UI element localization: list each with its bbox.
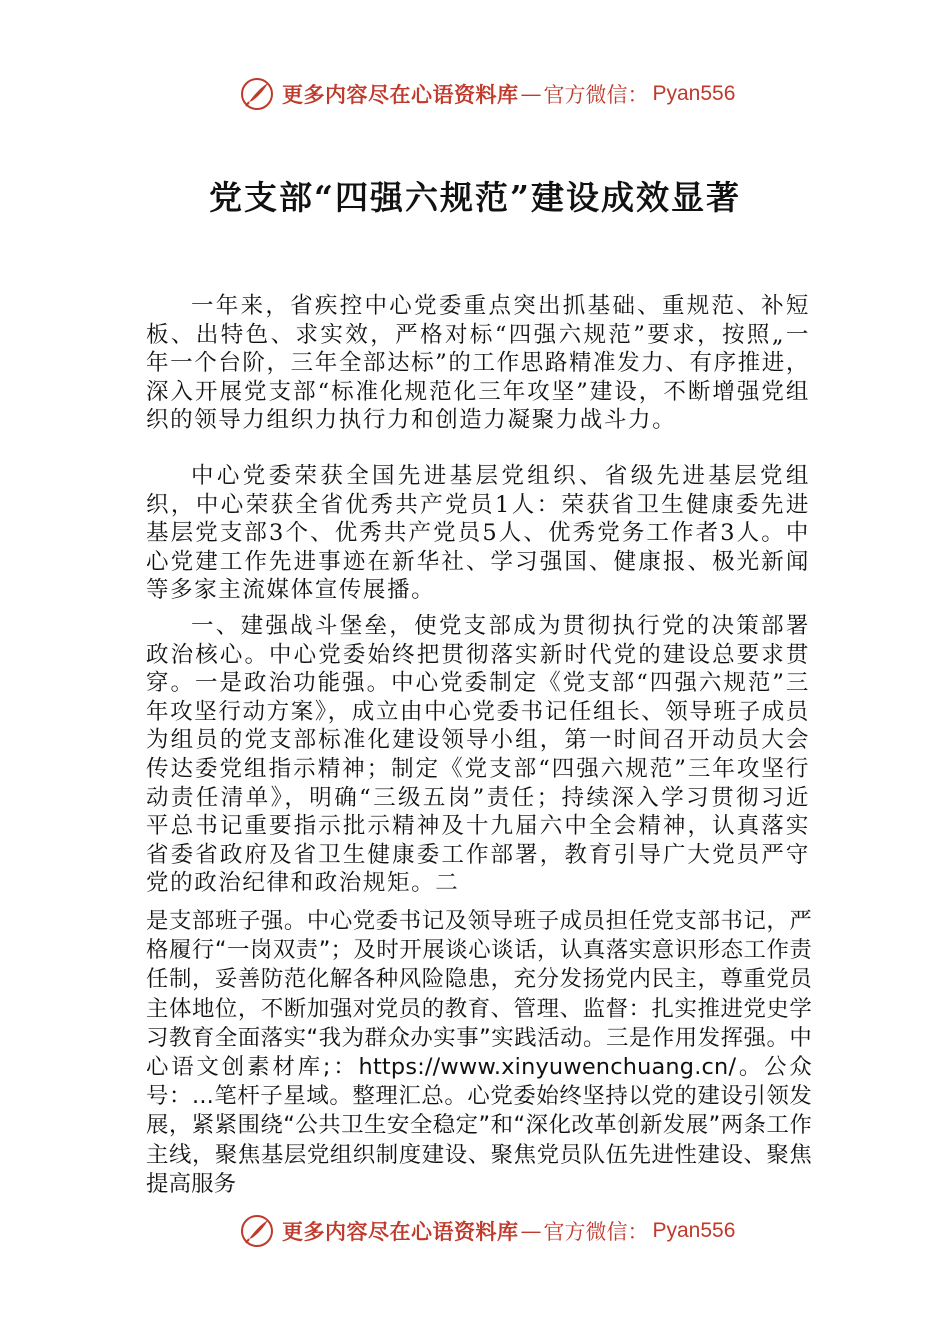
banner-wechat-label: 官方微信： — [543, 1220, 649, 1244]
banner-separator: — — [520, 82, 542, 106]
banner-separator: — — [520, 1219, 542, 1243]
banner-wechat-id: Pyan556 — [652, 82, 736, 105]
header-watermark-banner — [240, 72, 760, 116]
banner-text: 更多内容尽在心语资料库 — [282, 1219, 519, 1244]
document-title: 党支部“四强六规范”建设成效显著 — [209, 178, 741, 217]
paragraph-branch-team: 是支部班子强。中心党委书记及领导班子成员担任党支部书记，严格履行“一岗双责”；及时开展谈心谈话，认真落实意识形态工作责任制，妥善防范化解各种风险隐患，充分发扬党内民主，尊重党员主体地位，不断加强对党员的教育、管理、监督：扎实推进党史学习教育全面落实“我为群众办实事”实践活动。三是作用发挥强。中心语文创素材库;：https://www.xinyuwenchuang.cn/。公众号：...笔杆子星域。整理汇总。心党委始终坚持以党的建设引领发展，紧紧围绕“公共卫生安全稳定”和“深化改革创新发展”两条工作主线，聚焦基层党组织制度建设、聚焦党员队伍先进性建设、聚焦提高服务 — [146, 908, 812, 1197]
banner-wechat-label: 官方微信： — [543, 83, 649, 107]
paragraph-honors: 中心党委荣获全国先进基层党组织、省级先进基层党组织，中心荣获全省优秀共产党员1人：荣获省卫生健康委先进基层党支部3个、优秀共产党员5人、优秀党务工作者3人。中心党建工作先进事迹在新华社、学习强国、健康报、极光新闻等多家主流媒体宣传展播。 — [146, 463, 810, 604]
quill-logo-icon — [240, 77, 274, 111]
paragraph-section-one: 一、建强战斗堡垒，使党支部成为贯彻执行党的决策部署政治核心。中心党委始终把贯彻落实新时代党的建设总要求贯穿。一是政治功能强。中心党委制定《党支部“四强六规范”三年攻坚行动方案》，成立由中心党委书记任组长、领导班子成员为组员的党支部标准化建设领导小组，第一时间召开动员大会传达委党组指示精神；制定《党支部“四强六规范”三年攻坚行动责任清单》，明确“三级五岗”责任；持续深入学习贯彻习近平总书记重要指示批示精神及十九届六中全会精神，认真落实省委省政府及省卫生健康委工作部署，教育引导广大党员严守党的政治纪律和政治规矩。二 — [146, 613, 810, 897]
paragraph-intro: 一年来，省疾控中心党委重点突出抓基础、重规范、补短板、出特色、求实效，严格对标“四强六规范”要求，按照„一年一个台阶，三年全部达标”的工作思路精准发力、有序推进，深入开展党支部“标准化规范化三年攻坚”建设，不断增强党组织的领导力组织力执行力和创造力凝聚力战斗力。 — [146, 293, 810, 434]
quill-logo-icon — [240, 1214, 274, 1248]
banner-wechat-id: Pyan556 — [652, 1219, 736, 1242]
banner-text: 更多内容尽在心语资料库 — [282, 82, 519, 107]
footer-watermark-banner — [240, 1209, 760, 1253]
